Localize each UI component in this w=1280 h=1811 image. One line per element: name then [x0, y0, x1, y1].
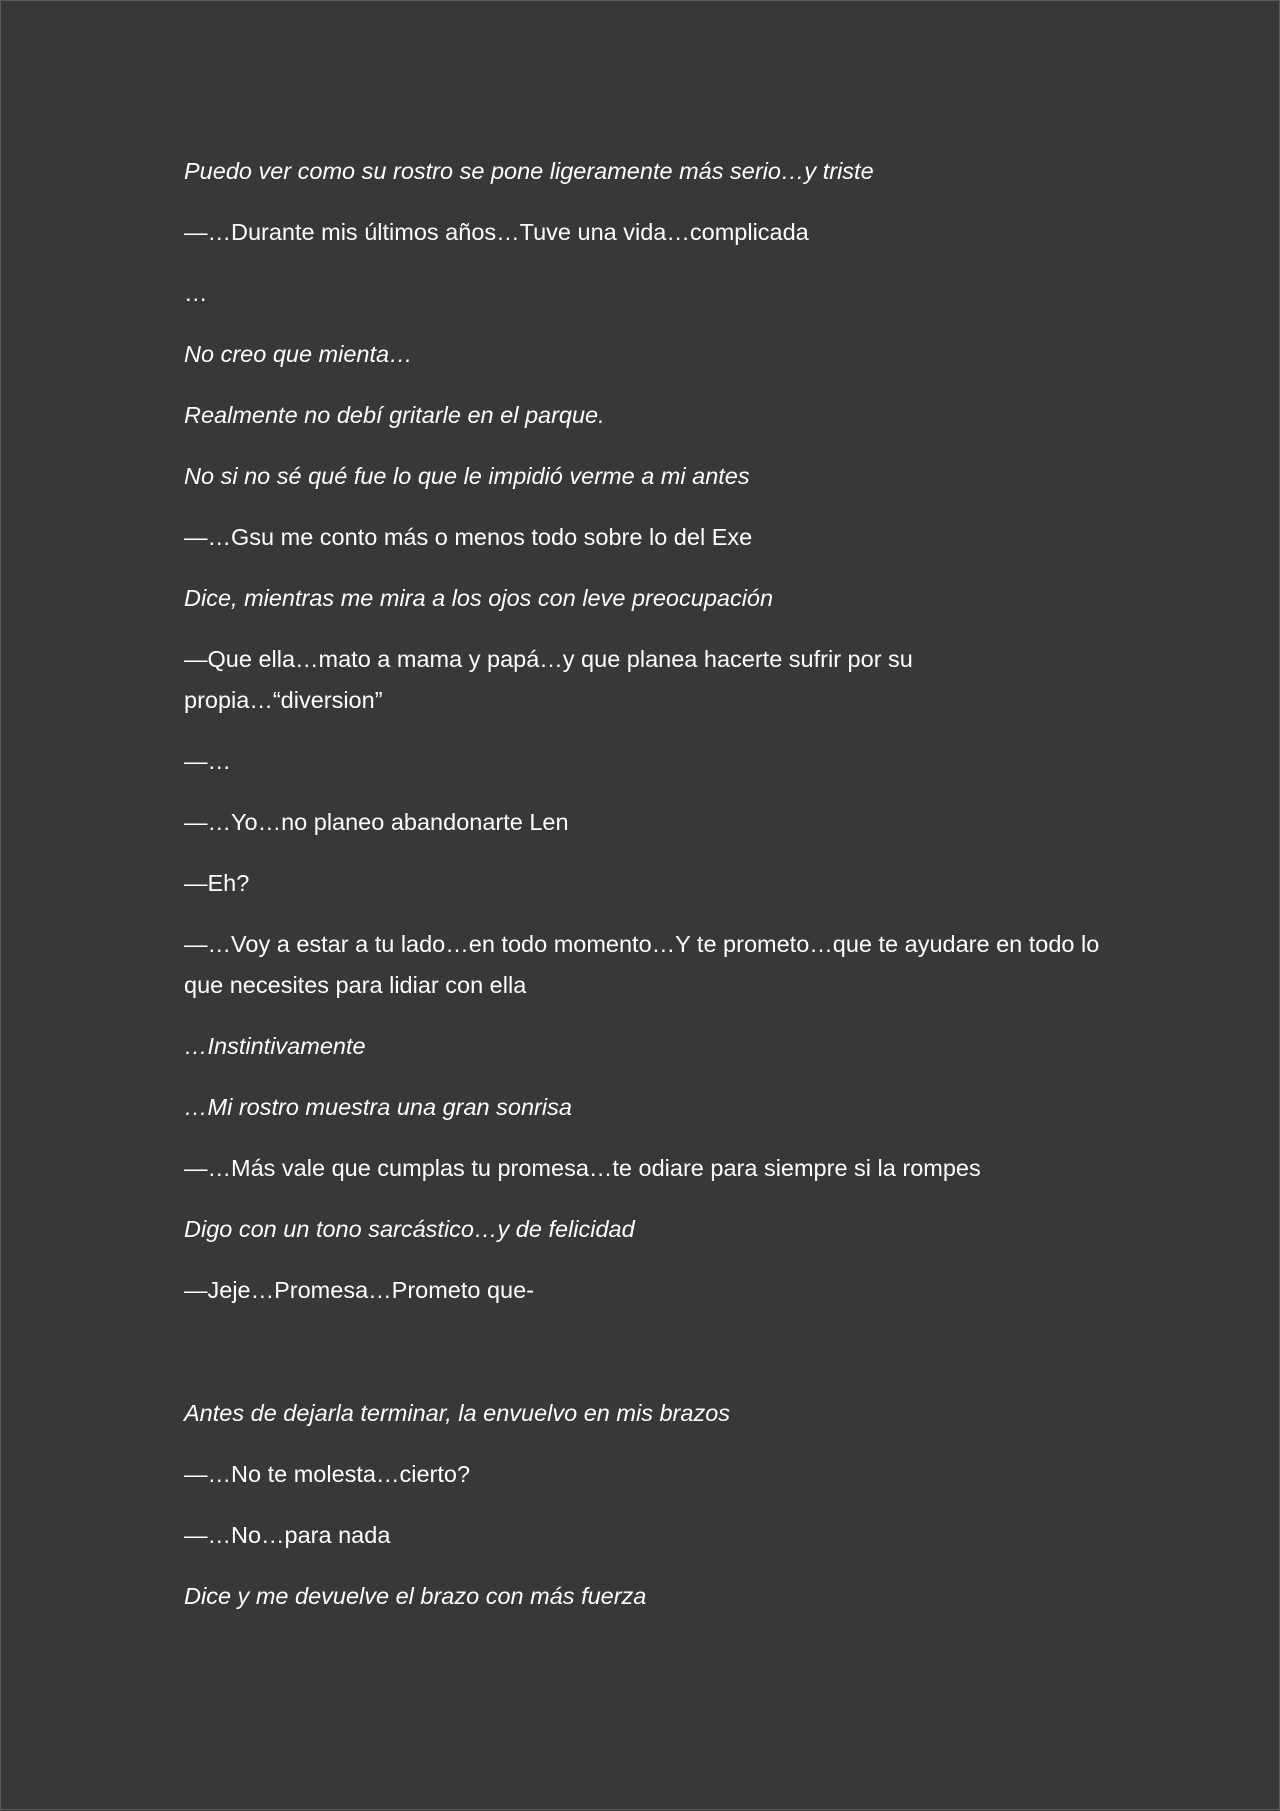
dialogue-line: —… [184, 748, 231, 774]
narration-line: …Instintivamente [184, 1033, 366, 1059]
narration-line: …Mi rostro muestra una gran sonrisa [184, 1094, 572, 1120]
narration-line: No si no sé qué fue lo que le impidió verme a mi antes [184, 463, 750, 489]
narration-line: Realmente no debí gritarle en el parque. [184, 402, 605, 428]
narration-line: No creo que mienta… [184, 341, 413, 367]
dialogue-line: —Jeje…Promesa…Prometo que- [184, 1277, 535, 1303]
narration-line: Antes de dejarla terminar, la envuelvo en mis brazos [184, 1400, 731, 1426]
narration-line: Dice, mientras me mira a los ojos con leve preocupación [184, 585, 774, 611]
document-page [1, 1, 1280, 1811]
narration-line: Puedo ver como su rostro se pone ligeramente más serio…y triste [184, 158, 874, 184]
dialogue-line: —Eh? [184, 870, 250, 896]
narration-line: Dice y me devuelve el brazo con más fuerza [184, 1583, 647, 1609]
dialogue-line: —…Gsu me conto más o menos todo sobre lo del Exe [184, 524, 753, 550]
dialogue-line: —…Durante mis últimos años…Tuve una vida…complicada [184, 219, 809, 245]
dialogue-line: —…No te molesta…cierto? [184, 1461, 471, 1487]
blank-line [184, 1331, 1104, 1372]
dialogue-line: —Que ella…mato a mama y papá…y que planea hacerte sufrir por su propia…“diversion” [184, 646, 920, 713]
dialogue-line: —…No…para nada [184, 1522, 391, 1548]
document-body [184, 151, 1104, 1637]
dialogue-line: … [184, 280, 208, 306]
dialogue-line: —…Más vale que cumplas tu promesa…te odiare para siempre si la rompes [184, 1155, 981, 1181]
dialogue-line: —…Voy a estar a tu lado…en todo momento…Y te prometo…que te ayudare en todo lo que necesites para lidiar con ella [184, 931, 1106, 998]
narration-line: Digo con un tono sarcástico…y de felicidad [184, 1216, 635, 1242]
dialogue-line: —…Yo…no planeo abandonarte Len [184, 809, 569, 835]
